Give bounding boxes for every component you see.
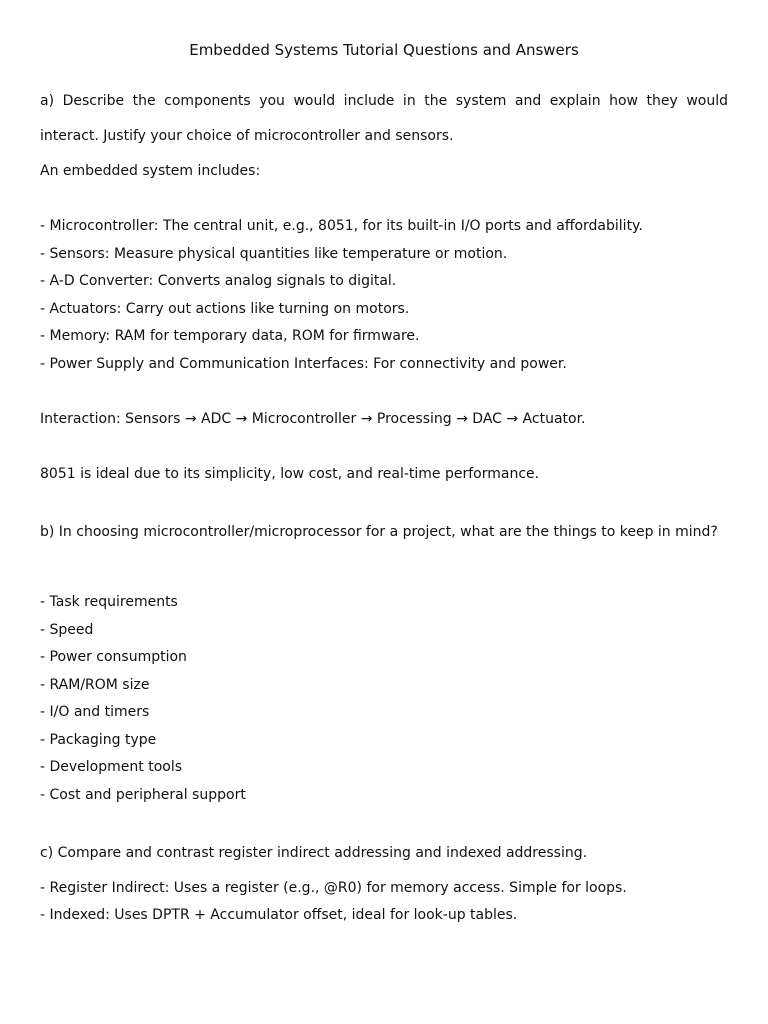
answer-b-item: - Task requirements — [40, 594, 178, 610]
question-a: a) Describe the components you would include in the system and explain how they would interact. Justify your choice of microcontroller and sensors. — [40, 93, 728, 144]
answer-a-item: - Actuators: Carry out actions like turning on motors. — [40, 301, 410, 317]
question-c: c) Compare and contrast register indirect addressing and indexed addressing. — [40, 845, 588, 861]
answer-b-item: - RAM/ROM size — [40, 677, 150, 693]
document-page — [40, 0, 728, 1024]
answer-a-item: - Power Supply and Communication Interfaces: For connectivity and power. — [40, 356, 567, 372]
answer-c-item: - Register Indirect: Uses a register (e.g., @R0) for memory access. Simple for loops. — [40, 880, 627, 896]
document-title: Embedded Systems Tutorial Questions and Answers — [189, 41, 579, 59]
answer-a-item: - Memory: RAM for temporary data, ROM for firmware. — [40, 328, 420, 344]
answer-a-intro: An embedded system includes: — [40, 163, 261, 179]
answer-a-justification: 8051 is ideal due to its simplicity, low cost, and real-time performance. — [40, 466, 540, 482]
answer-b-item: - Development tools — [40, 759, 183, 775]
answer-b-item: - Cost and peripheral support — [40, 787, 246, 803]
answer-a-item: - A-D Converter: Converts analog signals to digital. — [40, 273, 397, 289]
answer-c-item: - Indexed: Uses DPTR + Accumulator offset, ideal for look-up tables. — [40, 907, 518, 923]
answer-b-item: - I/O and timers — [40, 704, 150, 720]
answer-b-item: - Power consumption — [40, 649, 187, 665]
answer-a-item: - Microcontroller: The central unit, e.g., 8051, for its built-in I/O ports and affordability. — [40, 218, 643, 234]
answer-a-interaction: Interaction: Sensors → ADC → Microcontroller → Processing → DAC → Actuator. — [40, 411, 586, 427]
answer-a-item: - Sensors: Measure physical quantities like temperature or motion. — [40, 246, 508, 262]
answer-b-item: - Speed — [40, 622, 94, 638]
answer-b-item: - Packaging type — [40, 732, 157, 748]
question-b: b) In choosing microcontroller/microprocessor for a project, what are the things to keep in mind? — [40, 524, 718, 540]
